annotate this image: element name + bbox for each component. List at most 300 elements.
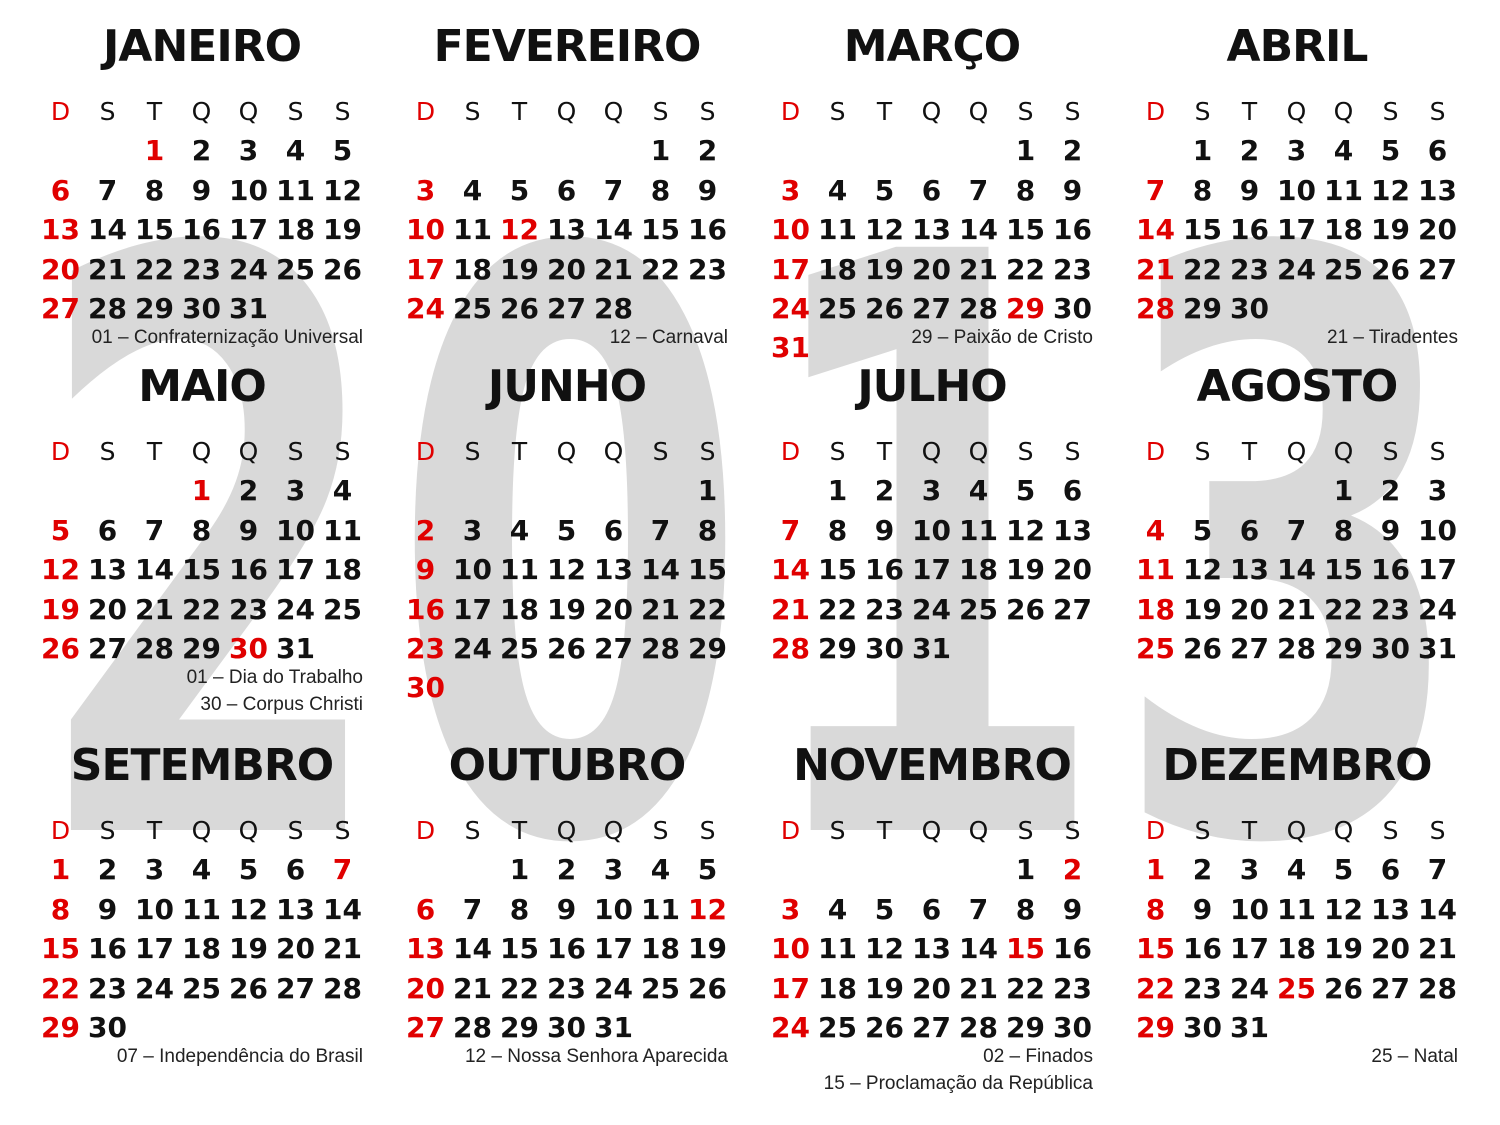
empty-cell xyxy=(449,131,496,170)
empty-cell xyxy=(37,131,84,170)
day: 28 xyxy=(959,291,998,325)
month-janeiro xyxy=(37,22,367,382)
sunday-day: 29 xyxy=(41,1010,80,1044)
month-title: JANEIRO xyxy=(103,21,301,72)
day: 17 xyxy=(1230,932,1269,966)
holiday-note: 07 – Independência do Brasil xyxy=(116,1046,363,1067)
day: 26 xyxy=(865,291,904,325)
day: 29 xyxy=(818,631,857,665)
day: 16 xyxy=(1053,213,1092,247)
sunday-day: 19 xyxy=(41,592,80,626)
day: 29 xyxy=(1324,631,1363,665)
weekday-header: S xyxy=(464,816,481,845)
month-junho xyxy=(402,362,732,722)
weekday-header: D xyxy=(50,437,71,466)
holiday-note: 21 – Tiradentes xyxy=(1327,327,1458,348)
weekday-header: S xyxy=(464,97,481,126)
day: 23 xyxy=(1183,971,1222,1005)
weekday-header: S xyxy=(652,816,669,845)
day: 8 xyxy=(1333,513,1354,547)
day: 2 xyxy=(1192,853,1213,887)
month-title: MAIO xyxy=(138,361,266,412)
weekday-header: Q xyxy=(1286,97,1307,126)
sunday-day: 14 xyxy=(771,553,810,587)
weekday-header: D xyxy=(415,97,436,126)
weekday-header: T xyxy=(1241,816,1258,845)
day: 27 xyxy=(1371,971,1410,1005)
sunday-day: 3 xyxy=(780,173,801,207)
day: 12 xyxy=(1371,173,1410,207)
day: 15 xyxy=(135,213,174,247)
empty-cell xyxy=(590,471,637,510)
holiday-notes xyxy=(824,1043,1093,1097)
weekday-header: Q xyxy=(556,816,577,845)
day: 21 xyxy=(453,971,492,1005)
holiday-day: 15 xyxy=(1006,932,1045,966)
empty-cell xyxy=(37,471,84,510)
day: 29 xyxy=(1006,1010,1045,1044)
day: 22 xyxy=(688,592,727,626)
day: 11 xyxy=(818,932,857,966)
day: 5 xyxy=(332,134,353,168)
day: 23 xyxy=(229,592,268,626)
sunday-day: 27 xyxy=(41,291,80,325)
holiday-notes xyxy=(117,1043,363,1070)
day: 22 xyxy=(818,592,857,626)
sunday-day: 6 xyxy=(50,173,71,207)
month-title: FEVEREIRO xyxy=(433,21,701,72)
weekday-header: S xyxy=(287,97,304,126)
day: 26 xyxy=(229,971,268,1005)
day: 17 xyxy=(1418,553,1457,587)
holiday-note: 01 – Confraternização Universal xyxy=(91,327,363,348)
day: 29 xyxy=(688,631,727,665)
day: 26 xyxy=(1371,252,1410,286)
day: 22 xyxy=(135,252,174,286)
weekday-header: S xyxy=(1382,816,1399,845)
weekday-header: Q xyxy=(238,437,259,466)
weekday-header: Q xyxy=(921,97,942,126)
empty-cell xyxy=(496,471,543,510)
day: 26 xyxy=(1183,631,1222,665)
day: 6 xyxy=(97,513,118,547)
month-setembro xyxy=(37,741,367,1101)
weekday-header: D xyxy=(780,437,801,466)
day: 21 xyxy=(323,932,362,966)
day: 28 xyxy=(1277,631,1316,665)
day: 16 xyxy=(547,932,586,966)
day: 25 xyxy=(641,971,680,1005)
day: 9 xyxy=(191,173,212,207)
day: 7 xyxy=(97,173,118,207)
weekday-header: D xyxy=(780,816,801,845)
empty-cell xyxy=(1226,471,1273,510)
weekday-header: Q xyxy=(1333,437,1354,466)
weekday-header: Q xyxy=(191,97,212,126)
day: 16 xyxy=(1371,553,1410,587)
day: 16 xyxy=(88,932,127,966)
day: 28 xyxy=(88,291,127,325)
day: 6 xyxy=(285,853,306,887)
day: 4 xyxy=(650,853,671,887)
day: 10 xyxy=(912,513,951,547)
empty-cell xyxy=(908,131,955,170)
weekday-header: D xyxy=(780,97,801,126)
day: 6 xyxy=(1427,134,1448,168)
empty-cell xyxy=(84,131,131,170)
month-março xyxy=(767,22,1097,382)
day: 27 xyxy=(276,971,315,1005)
sunday-day: 2 xyxy=(415,513,436,547)
day: 14 xyxy=(594,213,633,247)
day: 8 xyxy=(697,513,718,547)
weekday-header: D xyxy=(50,97,71,126)
day: 4 xyxy=(968,474,989,508)
day: 20 xyxy=(1053,553,1092,587)
empty-cell xyxy=(955,850,1002,889)
day: 23 xyxy=(688,252,727,286)
sunday-day: 10 xyxy=(406,213,445,247)
day: 31 xyxy=(594,1010,633,1044)
day: 9 xyxy=(1192,892,1213,926)
day: 13 xyxy=(912,213,951,247)
weekday-header: S xyxy=(99,816,116,845)
day: 20 xyxy=(547,252,586,286)
day: 16 xyxy=(182,213,221,247)
day: 17 xyxy=(276,553,315,587)
weekday-header: Q xyxy=(921,816,942,845)
day: 25 xyxy=(453,291,492,325)
day: 15 xyxy=(641,213,680,247)
weekday-header: Q xyxy=(968,97,989,126)
holiday-notes xyxy=(92,324,363,351)
weekday-header: T xyxy=(876,437,893,466)
day: 28 xyxy=(323,971,362,1005)
day: 18 xyxy=(818,252,857,286)
day: 13 xyxy=(912,932,951,966)
weekday-header: S xyxy=(287,437,304,466)
day: 24 xyxy=(1230,971,1269,1005)
day: 13 xyxy=(276,892,315,926)
sunday-day: 8 xyxy=(50,892,71,926)
month-outubro xyxy=(402,741,732,1101)
weekday-header: S xyxy=(1017,816,1034,845)
day: 18 xyxy=(500,592,539,626)
sunday-day: 13 xyxy=(41,213,80,247)
day: 27 xyxy=(1053,592,1092,626)
weekday-header: S xyxy=(1382,97,1399,126)
day: 25 xyxy=(500,631,539,665)
day: 11 xyxy=(323,513,362,547)
day: 19 xyxy=(547,592,586,626)
day: 2 xyxy=(697,134,718,168)
weekday-header: T xyxy=(146,437,163,466)
day: 2 xyxy=(1239,134,1260,168)
holiday-note: 30 – Corpus Christi xyxy=(200,694,363,715)
weekday-header: D xyxy=(415,816,436,845)
day-grid xyxy=(1132,811,1461,1047)
holiday-day: 30 xyxy=(229,631,268,665)
weekday-header: S xyxy=(334,97,351,126)
day: 27 xyxy=(1418,252,1457,286)
day: 13 xyxy=(1418,173,1457,207)
empty-cell xyxy=(131,471,178,510)
day: 19 xyxy=(229,932,268,966)
day: 25 xyxy=(323,592,362,626)
day-grid xyxy=(767,811,1096,1047)
day: 9 xyxy=(874,513,895,547)
day: 1 xyxy=(650,134,671,168)
day-grid xyxy=(37,432,366,668)
day: 20 xyxy=(912,971,951,1005)
day: 12 xyxy=(547,553,586,587)
empty-cell xyxy=(496,131,543,170)
day: 7 xyxy=(1427,853,1448,887)
day: 19 xyxy=(500,252,539,286)
weekday-header: D xyxy=(1145,816,1166,845)
holiday-day: 12 xyxy=(688,892,727,926)
weekday-header: Q xyxy=(921,437,942,466)
month-title: DEZEMBRO xyxy=(1162,740,1432,791)
day: 10 xyxy=(276,513,315,547)
day: 23 xyxy=(547,971,586,1005)
day: 3 xyxy=(285,474,306,508)
sunday-day: 28 xyxy=(771,631,810,665)
day: 26 xyxy=(547,631,586,665)
day: 3 xyxy=(144,853,165,887)
day: 15 xyxy=(500,932,539,966)
day: 9 xyxy=(1239,173,1260,207)
holiday-notes xyxy=(911,324,1093,351)
day: 10 xyxy=(1230,892,1269,926)
day: 28 xyxy=(135,631,174,665)
day-grid xyxy=(767,432,1096,668)
day: 27 xyxy=(912,291,951,325)
weekday-header: D xyxy=(1145,97,1166,126)
day: 15 xyxy=(1006,213,1045,247)
day: 29 xyxy=(135,291,174,325)
day: 11 xyxy=(453,213,492,247)
day: 14 xyxy=(959,932,998,966)
weekday-header: S xyxy=(99,97,116,126)
weekday-header: Q xyxy=(191,437,212,466)
day: 6 xyxy=(1062,474,1083,508)
holiday-day: 29 xyxy=(1006,291,1045,325)
day: 21 xyxy=(135,592,174,626)
day: 26 xyxy=(1324,971,1363,1005)
sunday-day: 27 xyxy=(406,1010,445,1044)
sunday-day: 7 xyxy=(1145,173,1166,207)
sunday-day: 12 xyxy=(41,553,80,587)
day: 23 xyxy=(1371,592,1410,626)
weekday-header: Q xyxy=(238,97,259,126)
day: 30 xyxy=(865,631,904,665)
day: 11 xyxy=(182,892,221,926)
day: 7 xyxy=(603,173,624,207)
weekday-header: Q xyxy=(1286,437,1307,466)
day: 14 xyxy=(1418,892,1457,926)
weekday-header: S xyxy=(1064,437,1081,466)
day: 19 xyxy=(323,213,362,247)
day: 8 xyxy=(650,173,671,207)
day: 4 xyxy=(462,173,483,207)
weekday-header: D xyxy=(415,437,436,466)
day: 2 xyxy=(874,474,895,508)
weekday-header: S xyxy=(1017,437,1034,466)
weekday-header: S xyxy=(699,437,716,466)
day: 16 xyxy=(1230,213,1269,247)
day: 23 xyxy=(1230,252,1269,286)
day: 9 xyxy=(238,513,259,547)
day: 11 xyxy=(641,892,680,926)
day: 18 xyxy=(453,252,492,286)
day: 22 xyxy=(1183,252,1222,286)
weekday-header: Q xyxy=(603,437,624,466)
day: 1 xyxy=(827,474,848,508)
holiday-note: 12 – Carnaval xyxy=(609,327,728,348)
day: 7 xyxy=(650,513,671,547)
empty-cell xyxy=(814,850,861,889)
day: 8 xyxy=(509,892,530,926)
weekday-header: T xyxy=(1241,437,1258,466)
empty-cell xyxy=(861,850,908,889)
day: 24 xyxy=(229,252,268,286)
day: 6 xyxy=(556,173,577,207)
holiday-day: 25 xyxy=(1277,971,1316,1005)
day: 19 xyxy=(865,971,904,1005)
weekday-header: S xyxy=(829,816,846,845)
day: 12 xyxy=(1324,892,1363,926)
weekday-header: T xyxy=(511,816,528,845)
sunday-day: 6 xyxy=(415,892,436,926)
holiday-note: 15 – Proclamação da República xyxy=(823,1073,1093,1094)
day: 16 xyxy=(229,553,268,587)
day: 1 xyxy=(1333,474,1354,508)
day: 19 xyxy=(688,932,727,966)
day: 5 xyxy=(874,892,895,926)
day: 4 xyxy=(191,853,212,887)
day-grid xyxy=(37,811,366,1047)
day: 18 xyxy=(182,932,221,966)
day: 5 xyxy=(238,853,259,887)
day: 30 xyxy=(88,1010,127,1044)
day: 15 xyxy=(818,553,857,587)
weekday-header: T xyxy=(876,816,893,845)
day: 8 xyxy=(827,513,848,547)
sunday-day: 17 xyxy=(771,252,810,286)
day: 11 xyxy=(1324,173,1363,207)
day: 19 xyxy=(1006,553,1045,587)
day: 30 xyxy=(1371,631,1410,665)
day: 26 xyxy=(1006,592,1045,626)
day: 11 xyxy=(500,553,539,587)
day: 5 xyxy=(1015,474,1036,508)
day-grid xyxy=(1132,92,1461,328)
weekday-header: S xyxy=(1429,97,1446,126)
sunday-day: 1 xyxy=(1145,853,1166,887)
day: 16 xyxy=(688,213,727,247)
sunday-day: 20 xyxy=(406,971,445,1005)
day: 4 xyxy=(285,134,306,168)
weekday-header: T xyxy=(511,437,528,466)
sunday-day: 30 xyxy=(406,671,445,705)
day: 9 xyxy=(1062,173,1083,207)
sunday-day: 23 xyxy=(406,631,445,665)
month-title: ABRIL xyxy=(1226,21,1368,72)
day: 13 xyxy=(1053,513,1092,547)
day: 23 xyxy=(182,252,221,286)
day: 16 xyxy=(1053,932,1092,966)
day: 15 xyxy=(1324,553,1363,587)
day-grid xyxy=(37,92,366,328)
day: 3 xyxy=(238,134,259,168)
sunday-day: 5 xyxy=(50,513,71,547)
day: 10 xyxy=(1277,173,1316,207)
day: 8 xyxy=(1015,892,1036,926)
sunday-day: 10 xyxy=(771,213,810,247)
day: 25 xyxy=(818,1010,857,1044)
weekday-header: T xyxy=(511,97,528,126)
empty-cell xyxy=(543,131,590,170)
sunday-day: 14 xyxy=(1136,213,1175,247)
day: 28 xyxy=(1418,971,1457,1005)
day: 4 xyxy=(509,513,530,547)
day: 28 xyxy=(594,291,633,325)
holiday-notes xyxy=(610,324,728,351)
weekday-header: S xyxy=(652,437,669,466)
day: 27 xyxy=(912,1010,951,1044)
day: 14 xyxy=(323,892,362,926)
day: 10 xyxy=(135,892,174,926)
day-grid xyxy=(1132,432,1461,668)
weekday-header: S xyxy=(334,816,351,845)
month-title: MARÇO xyxy=(843,21,1021,72)
weekday-header: S xyxy=(1382,437,1399,466)
day: 30 xyxy=(1230,291,1269,325)
weekday-header: T xyxy=(876,97,893,126)
day: 22 xyxy=(182,592,221,626)
weekday-header: Q xyxy=(1333,816,1354,845)
day: 5 xyxy=(1192,513,1213,547)
day: 20 xyxy=(912,252,951,286)
day: 5 xyxy=(697,853,718,887)
day: 22 xyxy=(500,971,539,1005)
sunday-day: 16 xyxy=(406,592,445,626)
day: 12 xyxy=(1183,553,1222,587)
sunday-day: 15 xyxy=(1136,932,1175,966)
day: 12 xyxy=(865,932,904,966)
day: 14 xyxy=(135,553,174,587)
weekday-header: Q xyxy=(191,816,212,845)
day: 6 xyxy=(1380,853,1401,887)
empty-cell xyxy=(402,471,449,510)
empty-cell xyxy=(1179,471,1226,510)
day: 14 xyxy=(88,213,127,247)
sunday-day: 29 xyxy=(1136,1010,1175,1044)
weekday-header: S xyxy=(334,437,351,466)
weekday-header: Q xyxy=(556,437,577,466)
day: 2 xyxy=(1380,474,1401,508)
month-maio xyxy=(37,362,367,722)
holiday-day: 12 xyxy=(500,213,539,247)
day: 21 xyxy=(959,971,998,1005)
empty-cell xyxy=(449,850,496,889)
holiday-day: 7 xyxy=(332,853,353,887)
month-title: OUTUBRO xyxy=(448,740,686,791)
day: 10 xyxy=(1418,513,1457,547)
day: 6 xyxy=(921,173,942,207)
day: 29 xyxy=(182,631,221,665)
